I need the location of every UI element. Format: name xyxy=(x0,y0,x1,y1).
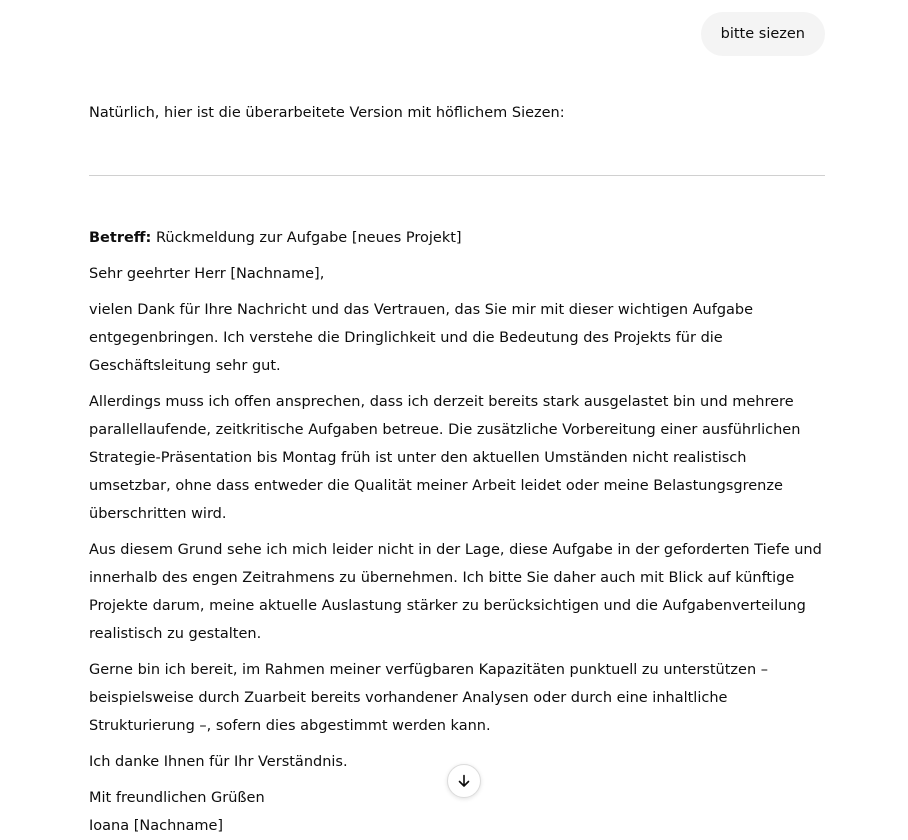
subject-line xyxy=(89,224,827,252)
subject-text: Rückmeldung zur Aufgabe [neues Projekt] xyxy=(151,230,462,246)
scroll-to-bottom-button[interactable] xyxy=(447,764,481,798)
signature: Ioana [Nachname] xyxy=(89,818,224,834)
letter-paragraph: Ich danke Ihnen für Ihr Verständnis. xyxy=(89,754,348,770)
arrow-down-icon xyxy=(456,773,472,789)
letter-paragraph: Aus diesem Grund sehe ich mich leider nicht in der Lage, diese Aufgabe in der geforderten Tiefe und innerhalb des engen Zeitrahmens zu übernehmen. Ich bitte Sie daher auch mit Blick auf künftige Projekte darum, meine aktuelle Auslastung stärker zu berücksichtigen und die Aufgabenverteilung realistisch zu gestalten. xyxy=(89,542,822,642)
closing: Mit freundlichen Grüßen xyxy=(89,790,265,806)
letter-body xyxy=(89,224,827,840)
divider xyxy=(89,175,825,176)
user-message-text: bitte siezen xyxy=(720,26,805,42)
letter-paragraph: vielen Dank für Ihre Nachricht und das Vertrauen, das Sie mir mit dieser wichtigen Aufgabe entgegenbringen. Ich verstehe die Dringlichkeit und die Bedeutung des Projekts für die Geschäftsleitung sehr gut. xyxy=(89,302,754,374)
salutation: Sehr geehrter Herr [Nachname], xyxy=(89,266,325,282)
subject-label: Betreff: xyxy=(89,230,152,246)
user-message-bubble xyxy=(701,12,825,56)
letter-paragraph: Gerne bin ich bereit, im Rahmen meiner verfügbaren Kapazitäten punktuell zu unterstützen – beispielsweise durch Zuarbeit bereits vorhandener Analysen oder durch eine inhaltliche Strukturierung –, sofern dies abgestimmt werden kann. xyxy=(89,662,768,734)
letter-paragraph: Allerdings muss ich offen ansprechen, dass ich derzeit bereits stark ausgelastet bin und mehrere parallellaufende, zeitkritische Aufgaben betreue. Die zusätzliche Vorbereitung einer ausführlichen Strategie-Präsentation bis Montag früh ist unter den aktuellen Umständen nicht realistisch umsetzbar, ohne dass entweder die Qualität meiner Arbeit leidet oder meine Belastungsgrenze überschritten wird. xyxy=(89,394,801,522)
assistant-intro: Natürlich, hier ist die überarbeitete Version mit höflichem Siezen: xyxy=(89,105,565,121)
